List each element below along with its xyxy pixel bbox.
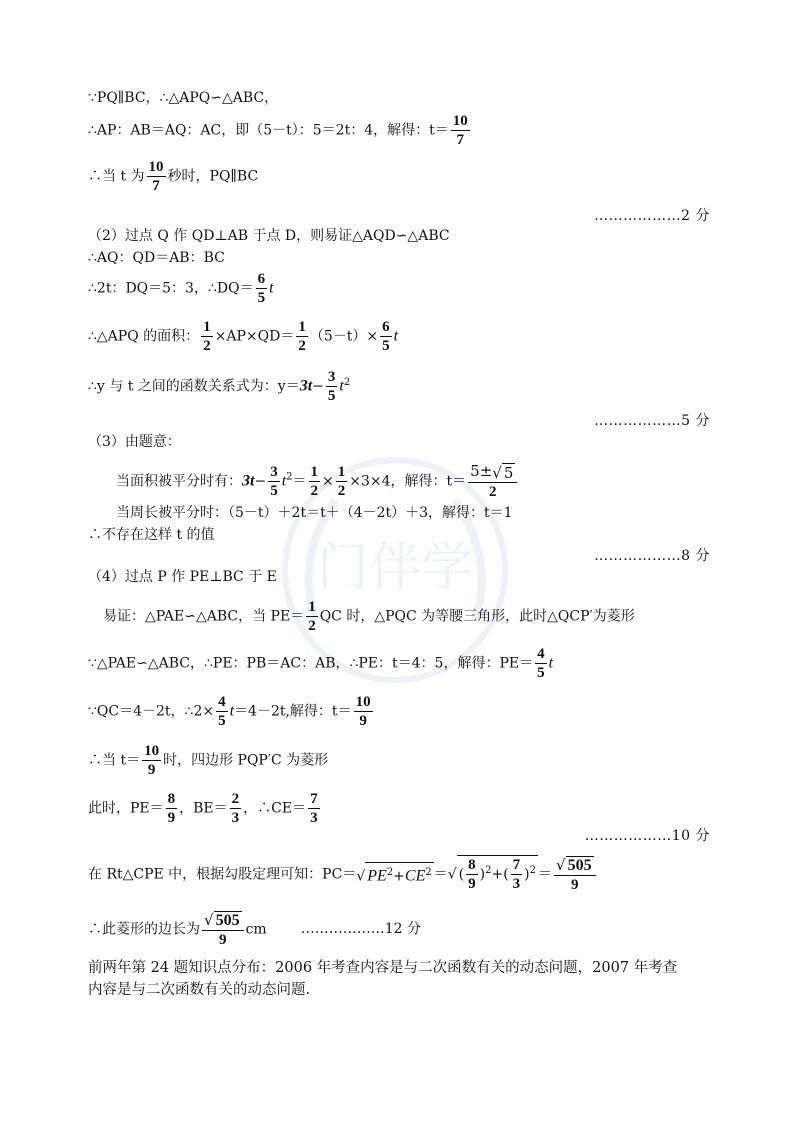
line-15: ∵△PAE∽△ABC，∴PE：PB＝AC：AB，∴PE：t＝4：5，解得：PE＝ $\frac{4}{5}$ t <box>88 646 554 681</box>
line-8: ∴y 与 t 之间的函数关系式为：y＝3t− $\frac{3}{5}$ $t^2$ <box>88 369 351 404</box>
line-17: ∴当 t＝ $\frac{10}{9}$ 时，四边形 PQP′C 为菱形 <box>88 743 329 778</box>
line-3: ∴当 t 为 $\frac{10}{7}$ 秒时，PQ∥BC <box>88 159 259 194</box>
line-9: （3）由题意： <box>88 434 181 450</box>
line-13: （4）过点 P 作 PE⊥BC 于 E <box>88 569 277 585</box>
line-18: 此时，PE＝ $\frac{8}{9}$ ，BE＝ $\frac{2}{3}$ ，∴CE＝ $\frac{7}{3}$ <box>88 791 318 826</box>
line-20: ∴此菱形的边长为 $\frac{√ 505}{9}$ cm ………………12 分 <box>88 910 421 948</box>
line-10: 当面积被平分时有：3t− $\frac{3}{5}$ $t^2=$ $\frac{1}{2}$ × $\frac{1}{2}$ ×3×4，解得：t＝ $\frac{5\pm√ 5}{2}$ <box>116 462 519 501</box>
line-11: 当周长被平分时：（5－t）＋2t＝t＋（4－2t）＋3，解得：t＝1 <box>116 505 513 521</box>
score-2: ………………2 分 <box>594 208 710 224</box>
line-19: 在 Rt△CPE 中，根据勾股定理可知：PC＝√ $PE^2+CE^2$ ＝√ ( $\frac{8}{9}$ )$^2$+( $\frac{7}{3}$ )$^2$ ＝ $\frac{√ 505}{9}$ <box>88 855 598 894</box>
watermark-text: 门伴学 <box>316 538 474 598</box>
line-21: 前两年第 24 题知识点分布：2006 年考查内容是与二次函数有关的动态问题，2007 年考查 <box>88 960 678 976</box>
score-5: ………………5 分 <box>594 413 710 429</box>
line-6: ∴2t：DQ＝5：3，∴DQ＝ $\frac{6}{5}$ t <box>88 271 274 306</box>
line-1: ∵PQ∥BC，∴△APQ∽△ABC， <box>88 90 279 106</box>
line-5: ∴AQ：QD＝AB：BC <box>88 250 225 266</box>
score-8: ………………8 分 <box>594 548 710 564</box>
line-2: ∴AP：AB＝AQ：AC，即（5－t）：5＝2t：4，解得：t＝ $\frac{10}{7}$ <box>88 113 468 148</box>
line-14: 易证：△PAE∽△ABC，当 PE＝ $\frac{1}{2}$ QC 时，△PQC 为等腰三角形，此时△QCP′为菱形 <box>103 599 635 634</box>
line-12: ∴不存在这样 t 的值 <box>88 527 215 543</box>
line-7: ∴△APQ 的面积： $\frac{1}{2}$ ×AP×QD＝ $\frac{1}{2}$ （5－t）× $\frac{6}{5}$ t <box>88 319 399 354</box>
line-4: （2）过点 Q 作 QD⊥AB 于点 D，则易证△AQD∽△ABC <box>88 228 450 244</box>
score-10: ………………10 分 <box>584 828 710 844</box>
line-16: ∵QC＝4－2t，∴2× $\frac{4}{5}$ t＝4－2t,解得：t＝ $\frac{10}{9}$ <box>88 694 371 729</box>
score-12: ………………12 分 <box>300 921 421 938</box>
line-22: 内容是与二次函数有关的动态问题. <box>88 982 311 998</box>
